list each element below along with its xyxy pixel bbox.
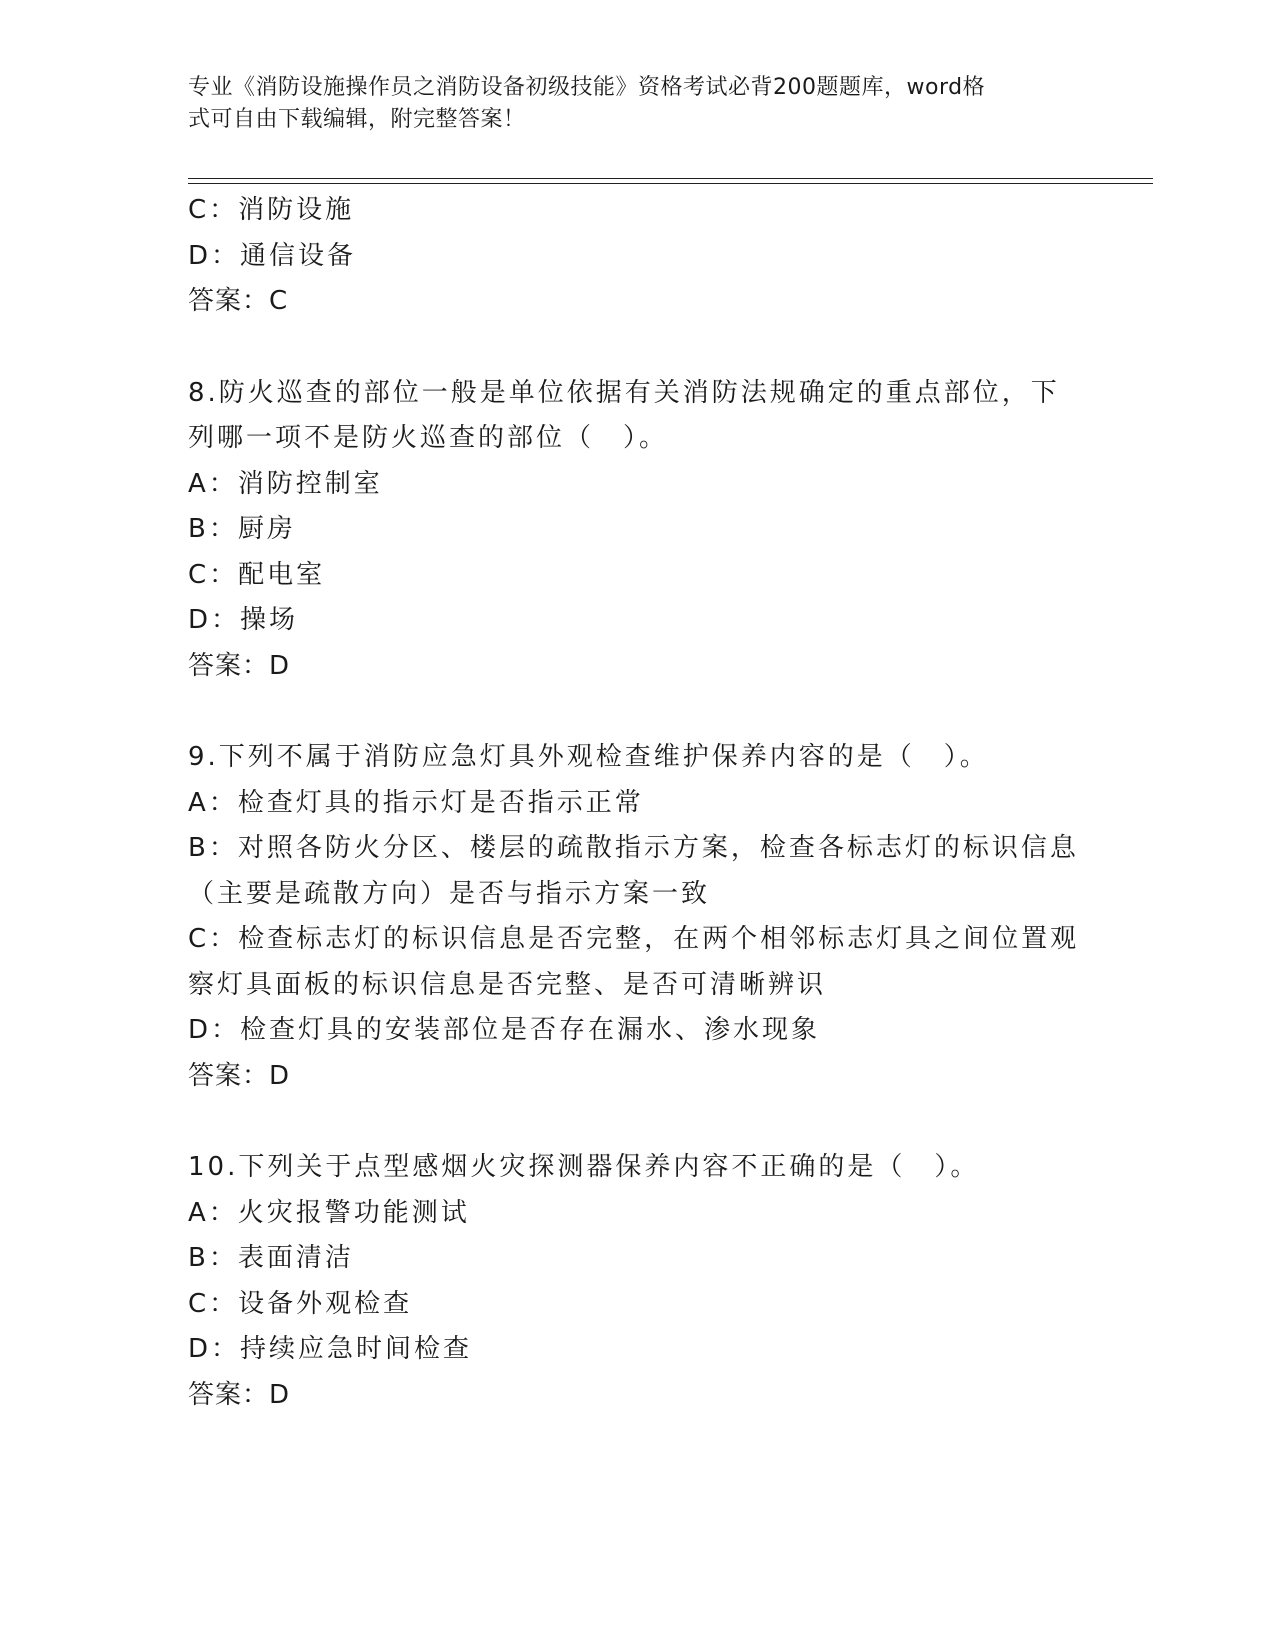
document-header	[188, 72, 1088, 136]
header-line-2: 式可自由下载编辑，附完整答案！	[188, 107, 526, 132]
option-b: B：对照各防火分区、楼层的疏散指示方案，检查各标志灯的标识信息	[188, 833, 1079, 863]
header-rule-thick	[188, 178, 1153, 179]
answer-line: 答案：D	[188, 1379, 291, 1410]
header-line-1: 专业《消防设施操作员之消防设备初级技能》资格考试必背200题题库，word格	[188, 75, 986, 100]
question-10	[188, 1145, 1088, 1418]
option-d: D：检查灯具的安装部位是否存在漏水、渗水现象	[188, 1015, 821, 1045]
answer-line: 答案：D	[188, 650, 291, 681]
question-9	[188, 735, 1088, 1099]
option-c: C：检查标志灯的标识信息是否完整，在两个相邻标志灯具之间位置观	[188, 924, 1080, 954]
option-b: B：表面清洁	[188, 1243, 354, 1273]
option-c-continued: 察灯具面板的标识信息是否完整、是否可清晰辨识	[188, 969, 827, 1000]
question-stem: 10.下列关于点型感烟火灾探测器保养内容不正确的是（ ）。	[188, 1152, 980, 1182]
option-c: C：配电室	[188, 559, 326, 590]
question-8	[188, 371, 1088, 690]
question-list	[188, 188, 1088, 1418]
question-stem: 列哪一项不是防火巡查的部位（ ）。	[188, 423, 669, 453]
option-c: C：消防设施	[188, 195, 355, 225]
answer-line: 答案：D	[188, 1060, 291, 1091]
option-d: D：持续应急时间检查	[188, 1334, 473, 1364]
answer-line: 答案：C	[188, 286, 289, 316]
option-a: A：火灾报警功能测试	[188, 1197, 470, 1228]
option-b: B：厨房	[188, 514, 296, 544]
question-stem: 8.防火巡查的部位一般是单位依据有关消防法规确定的重点部位，下	[188, 377, 1060, 408]
option-a: A：消防控制室	[188, 468, 383, 499]
option-d: D：通信设备	[188, 240, 357, 271]
header-rule-thin	[188, 183, 1153, 184]
option-b-continued: （主要是疏散方向）是否与指示方案一致	[188, 878, 711, 909]
option-c: C：设备外观检查	[188, 1288, 413, 1319]
option-a: A：检查灯具的指示灯是否指示正常	[188, 787, 644, 818]
question-stem: 9.下列不属于消防应急灯具外观检查维护保养内容的是（ ）。	[188, 742, 989, 772]
option-d: D：操场	[188, 605, 299, 635]
